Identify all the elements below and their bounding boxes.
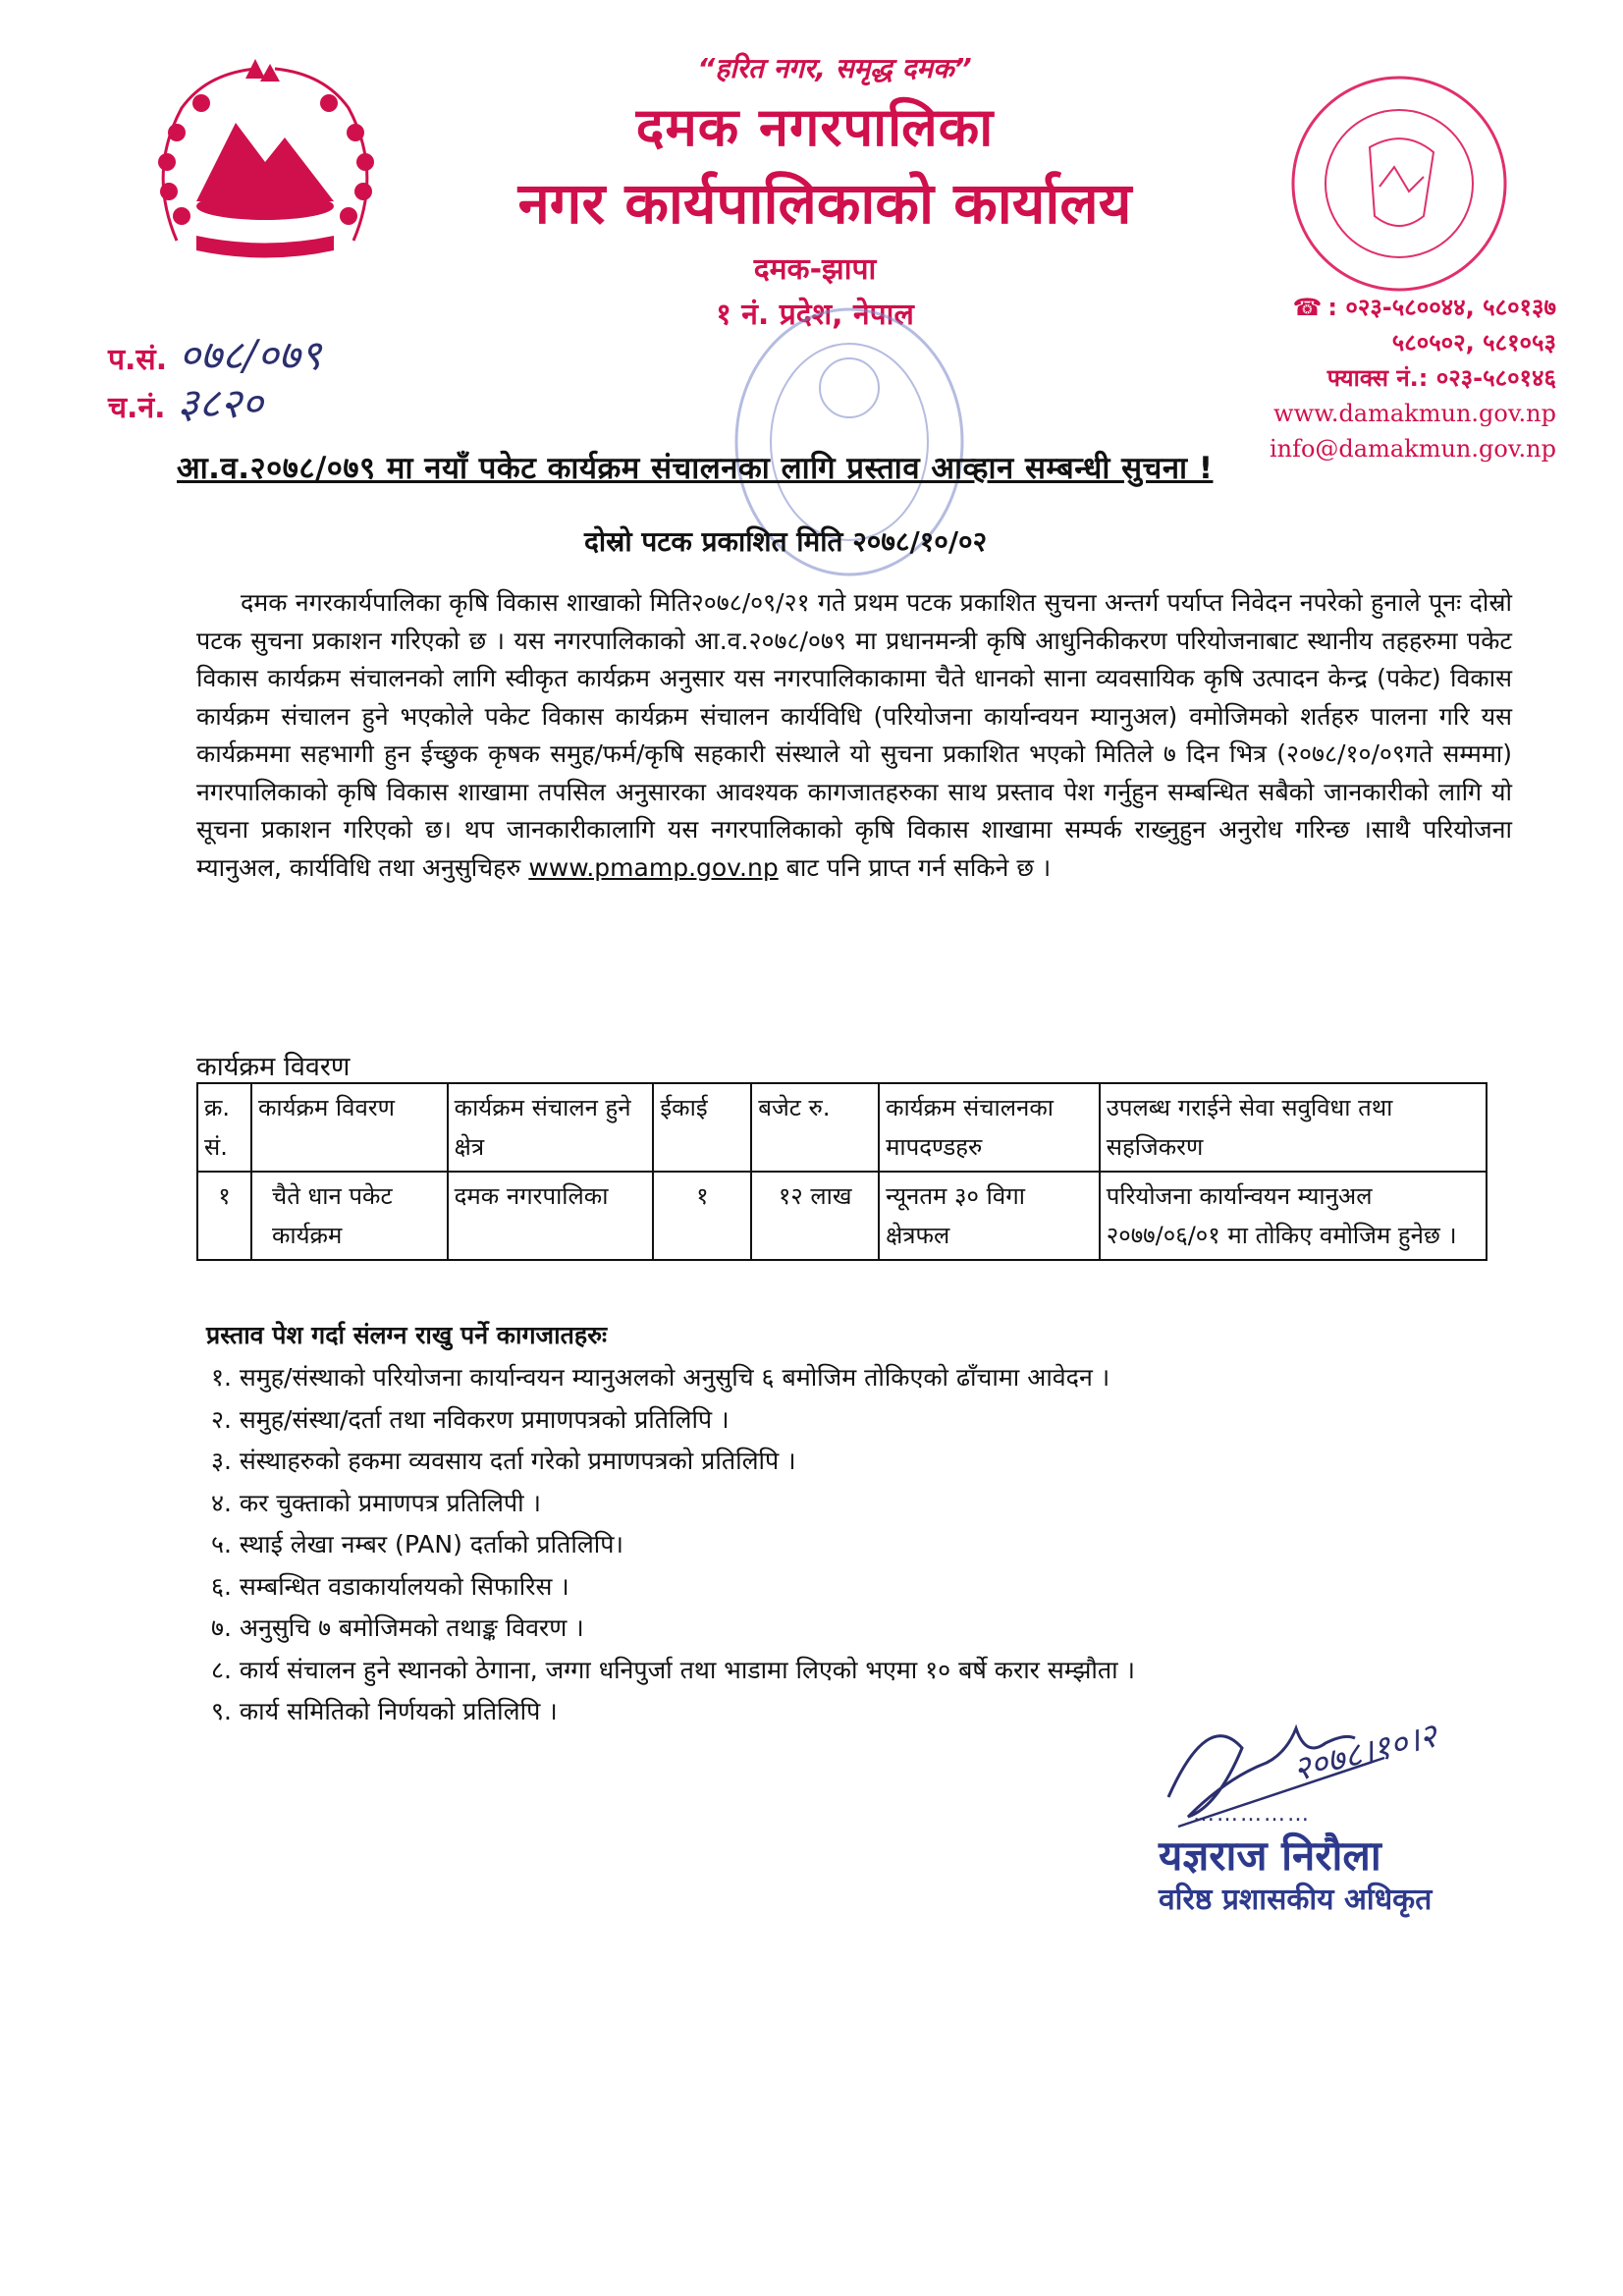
table-header-row bbox=[197, 1083, 1487, 1172]
cell-criteria: न्यूनतम ३० विगा क्षेत्रफल bbox=[879, 1172, 1100, 1260]
body-text-end: बाट पनि प्राप्त गर्न सकिने छ । bbox=[778, 852, 1052, 882]
notice-body bbox=[196, 584, 1512, 887]
signatory-title: वरिष्ठ प्रशासकीय अधिकृत bbox=[1159, 1883, 1433, 1917]
ps-value: ०७८/०७९ bbox=[179, 331, 322, 379]
list-item: ५. स्थाई लेखा नम्बर (PAN) दर्ताको प्रतिलिपि। bbox=[211, 1530, 623, 1558]
second-publication-date: दोस्रो पटक प्रकाशित मिति २०७८/१०/०२ bbox=[584, 525, 988, 558]
phone-line-1 bbox=[1203, 290, 1556, 325]
cell-budget: १२ लाख bbox=[751, 1172, 879, 1260]
contact-block bbox=[1203, 290, 1556, 466]
website-link[interactable]: www.damakmun.gov.np bbox=[1273, 400, 1556, 427]
signatory-name: यज्ञराज निरौला bbox=[1159, 1831, 1381, 1880]
fax-number: फ्याक्स नं.: ०२३-५८०१४६ bbox=[1326, 364, 1556, 392]
cell-serial: १ bbox=[197, 1172, 251, 1260]
list-item: ८. कार्य संचालन हुने स्थानको ठेगाना, जग्गा धनिपुर्जा तथा भाडामा लिएको भएमा १० बर्षे करार सम्झौता । bbox=[211, 1655, 1136, 1684]
phone-numbers-1: : ०२३-५८००४४, ५८०१३७ bbox=[1327, 294, 1556, 321]
header-unit: ईकाई bbox=[653, 1083, 751, 1172]
header-area: कार्यक्रम संचालन हुने क्षेत्र bbox=[448, 1083, 654, 1172]
cell-program: चैते धान पकेट कार्यक्रम bbox=[251, 1172, 448, 1260]
pmamp-link[interactable]: www.pmamp.gov.np bbox=[528, 852, 779, 882]
signature-date: २०७८।१०।२ bbox=[1288, 1716, 1441, 1790]
cn-label: च.नं. bbox=[108, 391, 166, 425]
cn-value: ३८२० bbox=[177, 379, 263, 427]
list-item: ६. सम्बन्धित वडाकार्यालयको सिफारिस । bbox=[211, 1571, 569, 1601]
documents-list bbox=[211, 1357, 1135, 1733]
header-program: कार्यक्रम विवरण bbox=[251, 1083, 448, 1172]
list-item: ४. कर चुक्ताको प्रमाणपत्र प्रतिलिपी । bbox=[211, 1488, 542, 1517]
nepal-emblem-icon bbox=[137, 54, 393, 265]
cell-area: दमक नगरपालिका bbox=[448, 1172, 654, 1260]
phone-numbers-2: ५८०५०२, ५८१०५३ bbox=[1391, 329, 1556, 356]
ps-label: प.सं. bbox=[108, 343, 168, 377]
header-serial: क्र. सं. bbox=[197, 1083, 251, 1172]
list-item: २. समुह/संस्था/दर्ता तथा नविकरण प्रमाणपत्रको प्रतिलिपि । bbox=[211, 1404, 730, 1434]
table-row bbox=[197, 1172, 1487, 1260]
program-table bbox=[196, 1082, 1488, 1261]
list-item: ३. संस्थाहरुको हकमा व्यवसाय दर्ता गरेको प्रमाणपत्रको प्रतिलिपि । bbox=[211, 1447, 796, 1475]
program-table-title: कार्यक्रम विवरण bbox=[196, 1052, 351, 1082]
signature-line: …………… bbox=[1193, 1802, 1311, 1827]
office-name: नगर कार्यपालिकाको कार्यालय bbox=[517, 170, 1132, 237]
district-address: दमक-झापा bbox=[753, 252, 877, 287]
email-link[interactable]: info@damakmun.gov.np bbox=[1269, 435, 1556, 463]
body-text-main: दमक नगरकार्यपालिका कृषि विकास शाखाको मिति२०७८/०९/२१ गते प्रथम पटक प्रकाशित सुचना अन्तर्ग पर्याप्त निवेदन नपरेको हुनाले पूनः दोस्रो पटक सुचना प्रकाशन गरिएको छ । यस नगरपालिकाको आ.व.२०७८/०७९ मा प्रधानमन्त्री कृषि आधुनिकीकरण परियोजनाबाट स्थानीय तहहरुमा पकेट विकास कार्यक्रम संचालनको लागि स्वीकृत कार्यक्रम अनुसार यस नगरपालिकाकामा चैते धानको साना व्यवसायिक कृषि उत्पादन केन्द्र (पकेट) विकास कार्यक्रम संचालन हुने भएकोले पकेट विकास कार्यक्रम संचालन कार्यविधि (परियोजना कार्यान्वयन म्यानुअल) वमोजिमको शर्तहरु पालना गरि यस कार्यक्रममा सहभागी हुन ईच्छुक कृषक समुह/फर्म/कृषि सहकारी संस्थाले यो सुचना प्रकाशित भएको मितिले ७ दिन भित्र (२०७८/१०/०९गते सम्ममा) नगरपालिकाको कृषि विकास शाखामा तपसिल अनुसारका आवश्यक कागजातहरुका साथ प्रस्ताव पेश गर्नुहुन सम्बन्धित सबैको जानकारीको लागि यो सूचना प्रकाशन गरिएको छ। थप जानकारीकालागि यस नगरपालिकाको कृषि विकास शाखामा सम्पर्क राख्नुहुन अनुरोध गरिन्छ ।साथै परियोजना म्यानुअल, कार्यविधि तथा अनुसुचिहरु bbox=[196, 588, 1512, 882]
slogan: “हरित नगर, समृद्ध दमक” bbox=[697, 52, 972, 84]
province-address: १ नं. प्रदेश, नेपाल bbox=[716, 298, 914, 332]
list-item: ९. कार्य समितिको निर्णयको प्रतिलिपि । bbox=[211, 1697, 558, 1725]
damak-municipality-round-stamp bbox=[1276, 69, 1522, 300]
header-services: उपलब्ध गराईने सेवा सवुविधा तथा सहजिकरण bbox=[1100, 1083, 1487, 1172]
reference-block bbox=[108, 331, 322, 430]
list-item: ७. अनुसुचि ७ बमोजिमको तथाङ्क विवरण । bbox=[211, 1613, 584, 1642]
cell-services: परियोजना कार्यान्वयन म्यानुअल २०७७/०६/०१ मा तोकिए वमोजिम हुनेछ । bbox=[1100, 1172, 1487, 1260]
documents-title: प्रस्ताव पेश गर्दा संलग्न राखु पर्ने कागजातहरुः bbox=[206, 1321, 608, 1349]
list-item: १. समुह/संस्थाको परियोजना कार्यान्वयन म्यानुअलको अनुसुचि ६ बमोजिम तोकिएको ढाँचामा आवेदन । bbox=[211, 1363, 1110, 1392]
cell-unit: १ bbox=[653, 1172, 751, 1260]
header-criteria: कार्यक्रम संचालनका मापदण्डहरु bbox=[879, 1083, 1100, 1172]
header-budget: बजेट रु. bbox=[751, 1083, 879, 1172]
municipality-name: दमक नगरपालिका bbox=[635, 96, 995, 158]
notice-subject: आ.व.२०७८/०७९ मा नयाँ पकेट कार्यक्रम संचालनका लागि प्रस्ताव आव्हान सम्बन्धी सुचना ! bbox=[177, 451, 1214, 486]
telephone-icon: ☎ bbox=[1292, 294, 1323, 321]
